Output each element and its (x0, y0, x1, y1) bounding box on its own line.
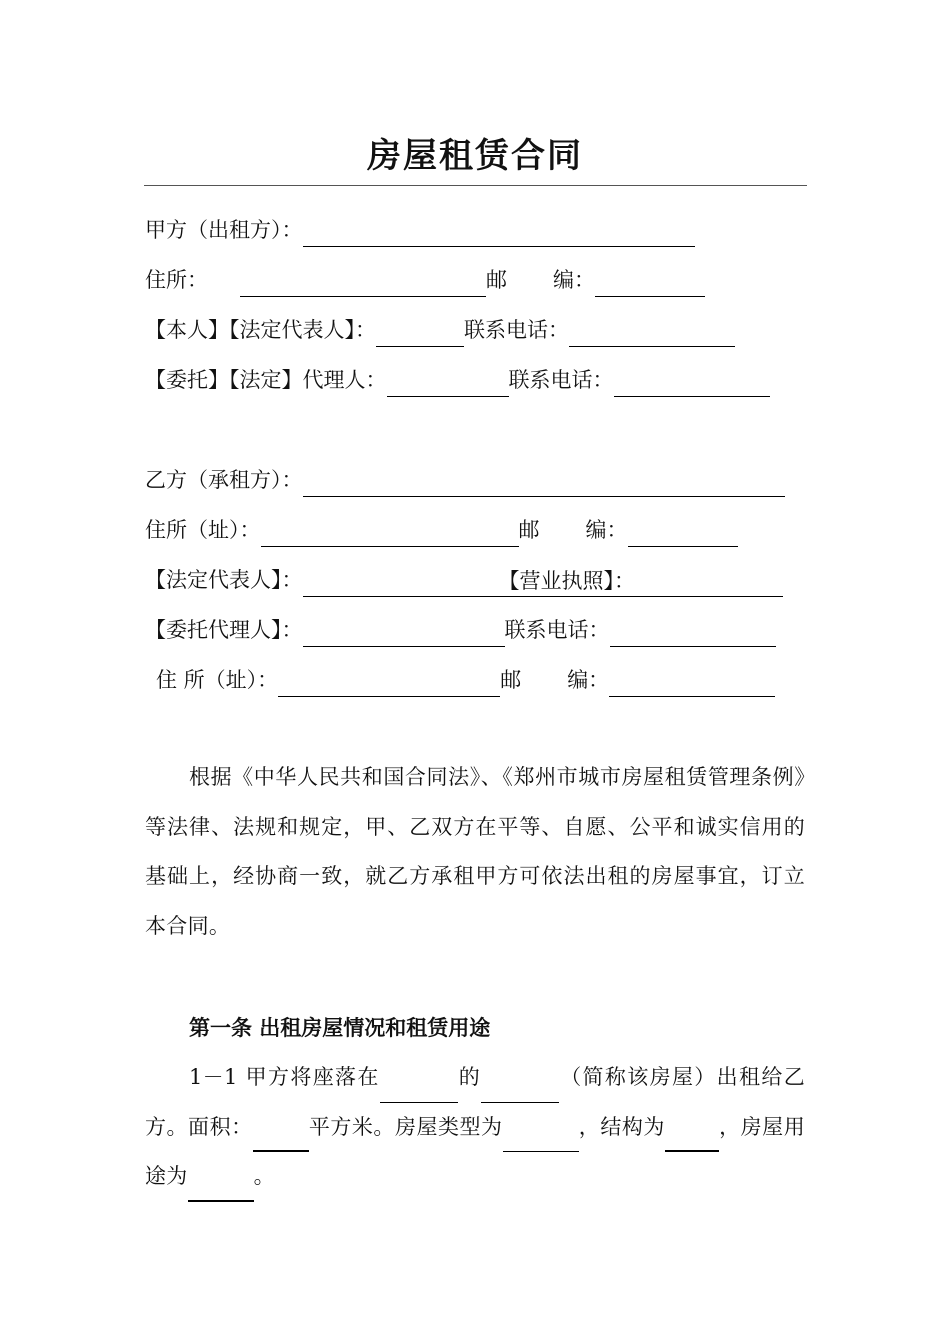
party-b-agent-address-line (156, 663, 775, 697)
party-b-postcode-field[interactable] (628, 520, 738, 547)
clause-text-5: ，结构为 (578, 1114, 665, 1139)
usage-field[interactable] (188, 1176, 254, 1202)
party-a-rep-line (145, 313, 735, 347)
party-a-name-field[interactable] (303, 220, 695, 247)
preamble-paragraph: 根据《中华人民共和国合同法》、《郑州市城市房屋租赁管理条例》等法律、法规和规定，甲、乙双方在平等、自愿、公平和诚实信用的基础上，经协商一致，就乙方承租甲方可依法出租的房屋事宜，订立本合同。 (145, 765, 805, 938)
property-field[interactable] (481, 1078, 559, 1103)
party-b-postcode-label: 邮 (518, 518, 540, 542)
party-b-phone-field[interactable] (610, 620, 776, 647)
clause-text-3: （简称该房屋）出租给乙方。面积： (145, 1065, 805, 1139)
structure-field[interactable] (665, 1126, 719, 1152)
party-b-rep-line (145, 563, 783, 597)
article-1-heading: 第一条 出租房屋情况和租赁用途 (189, 1015, 491, 1040)
party-a-agent-label: 【委托】【法定】代理人： (145, 368, 387, 392)
party-b-label: 乙方（承租方）： (145, 468, 303, 492)
party-b-address-line (145, 513, 738, 547)
party-a-rep-label: 【本人】【法定代表人】： (145, 318, 376, 342)
article-1-clause-1 (145, 1053, 805, 1202)
party-b-rep-label: 【法定代表人】： (145, 568, 303, 592)
clause-text-1: 1－1 甲方将座落在 (189, 1065, 380, 1089)
party-a-agent-phone-label: 联系电话： (508, 368, 614, 392)
clause-text-7: 。 (253, 1164, 275, 1188)
party-b-line (145, 463, 785, 497)
party-b-agent-address-label: 住 所（址）： (156, 668, 279, 692)
party-a-postcode-label-2: 编： (553, 268, 595, 292)
party-b-address-field[interactable] (261, 520, 519, 547)
title-divider (144, 185, 807, 186)
party-a-address-label: 住所： (145, 268, 208, 292)
party-a-line (145, 213, 695, 247)
house-type-field[interactable] (503, 1127, 579, 1152)
clause-text-4: 平方米。房屋类型为 (308, 1114, 503, 1139)
party-a-address-line (145, 263, 705, 297)
location-field[interactable] (380, 1078, 458, 1103)
party-b-address-label: 住所（址）： (145, 518, 261, 542)
party-a-rep-field[interactable] (376, 320, 464, 347)
party-a-address-field[interactable] (240, 270, 486, 297)
party-b-agent-postcode-label-2: 编： (567, 668, 610, 692)
party-a-agent-field[interactable] (387, 370, 509, 397)
party-b-agent-postcode-label: 邮 (500, 668, 522, 692)
clause-text-2: 的 (457, 1065, 482, 1089)
party-a-postcode-field[interactable] (595, 270, 705, 297)
party-b-phone-label: 联系电话： (504, 618, 610, 642)
party-b-agent-address-field[interactable] (278, 670, 500, 697)
party-b-agent-line (145, 613, 776, 647)
party-a-phone-field[interactable] (569, 320, 735, 347)
party-a-label: 甲方（出租方）： (145, 218, 303, 242)
party-a-phone-label: 联系电话： (464, 318, 569, 342)
party-b-agent-field[interactable] (303, 620, 505, 647)
party-a-postcode-label: 邮 (486, 268, 507, 292)
clause-text-6: ，房屋用途为 (145, 1114, 806, 1188)
party-b-rep-field[interactable] (303, 570, 783, 597)
document-title: 房屋租赁合同 (367, 136, 583, 176)
party-b-name-field[interactable] (303, 470, 785, 497)
party-b-postcode-label-2: 编： (585, 518, 628, 542)
party-b-agent-label: 【委托代理人】： (145, 618, 303, 642)
area-field[interactable] (253, 1126, 309, 1152)
party-b-license-label: 【营业执照】： (498, 569, 635, 593)
party-b-agent-postcode-field[interactable] (609, 670, 775, 697)
party-a-agent-line (145, 363, 770, 397)
party-a-agent-phone-field[interactable] (614, 370, 770, 397)
